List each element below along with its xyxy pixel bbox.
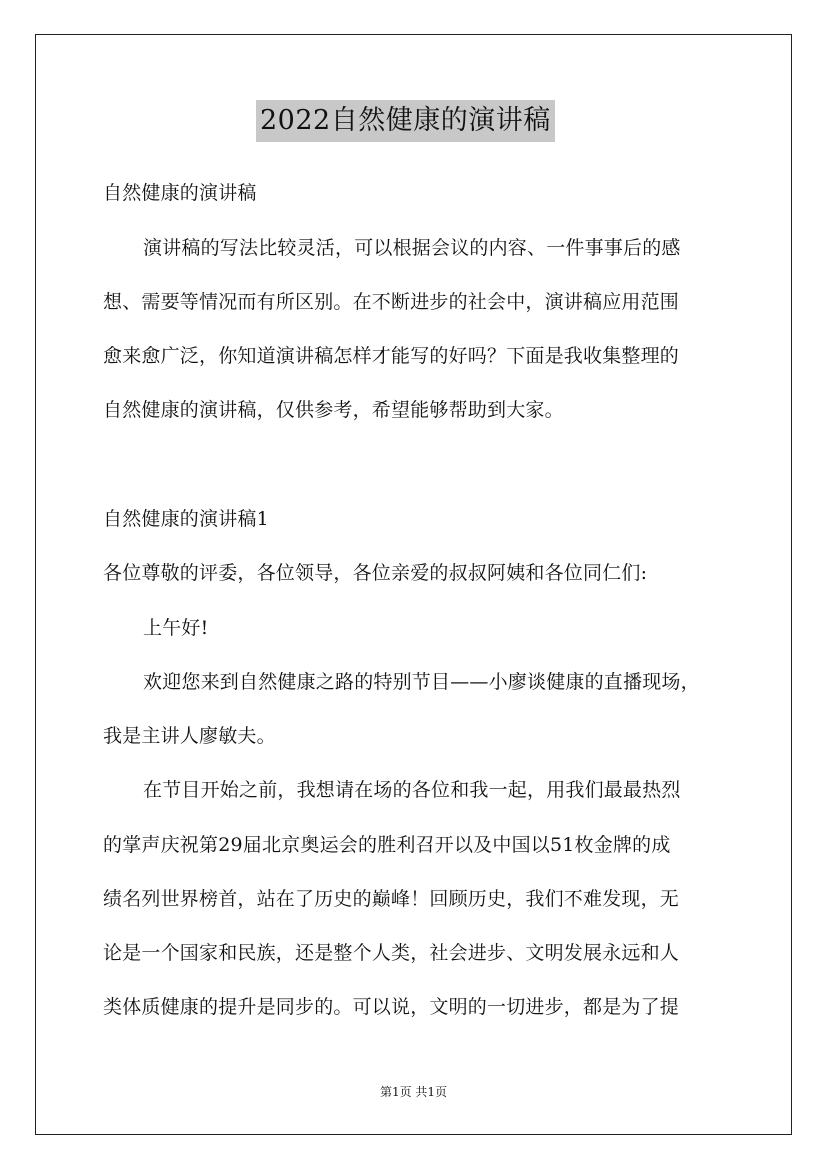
paragraph-line: 类体质健康的提升是同步的。可以说，文明的一切进步，都是为了提	[103, 996, 680, 1018]
paragraph-line: 愈来愈广泛，你知道演讲稿怎样才能写的好吗？下面是我收集整理的	[103, 345, 680, 367]
paragraph-line: 演讲稿的写法比较灵活，可以根据会议的内容、一件事事后的感	[143, 237, 681, 259]
paragraph-line: 想、需要等情况而有所区别。在不断进步的社会中，演讲稿应用范围	[103, 291, 680, 313]
greeting-line: 上午好!	[143, 617, 209, 639]
document-title: 2022自然健康的演讲稿	[256, 100, 555, 142]
paragraph-line: 绩名列世界榜首，站在了历史的巅峰！回顾历史，我们不难发现，无	[103, 888, 680, 910]
paragraph-line: 的掌声庆祝第29届北京奥运会的胜利召开以及中国以51枚金牌的成	[103, 834, 671, 856]
page-number-footer: 第1页 共1页	[379, 1085, 448, 1099]
paragraph-line: 我是主讲人廖敏夫。	[103, 725, 276, 747]
paragraph-line: 欢迎您来到自然健康之路的特别节目——小廖谈健康的直播现场，	[143, 671, 700, 693]
section-heading: 自然健康的演讲稿1	[103, 508, 269, 530]
paragraph-line: 在节目开始之前，我想请在场的各位和我一起，用我们最最热烈	[143, 779, 681, 801]
subtitle: 自然健康的演讲稿	[103, 182, 257, 204]
paragraph-line: 自然健康的演讲稿，仅供参考，希望能够帮助到大家。	[103, 399, 564, 421]
paragraph-line: 论是一个国家和民族，还是整个人类，社会进步、文明发展永远和人	[103, 942, 680, 964]
salutation-line: 各位尊敬的评委，各位领导，各位亲爱的叔叔阿姨和各位同仁们:	[103, 562, 648, 584]
